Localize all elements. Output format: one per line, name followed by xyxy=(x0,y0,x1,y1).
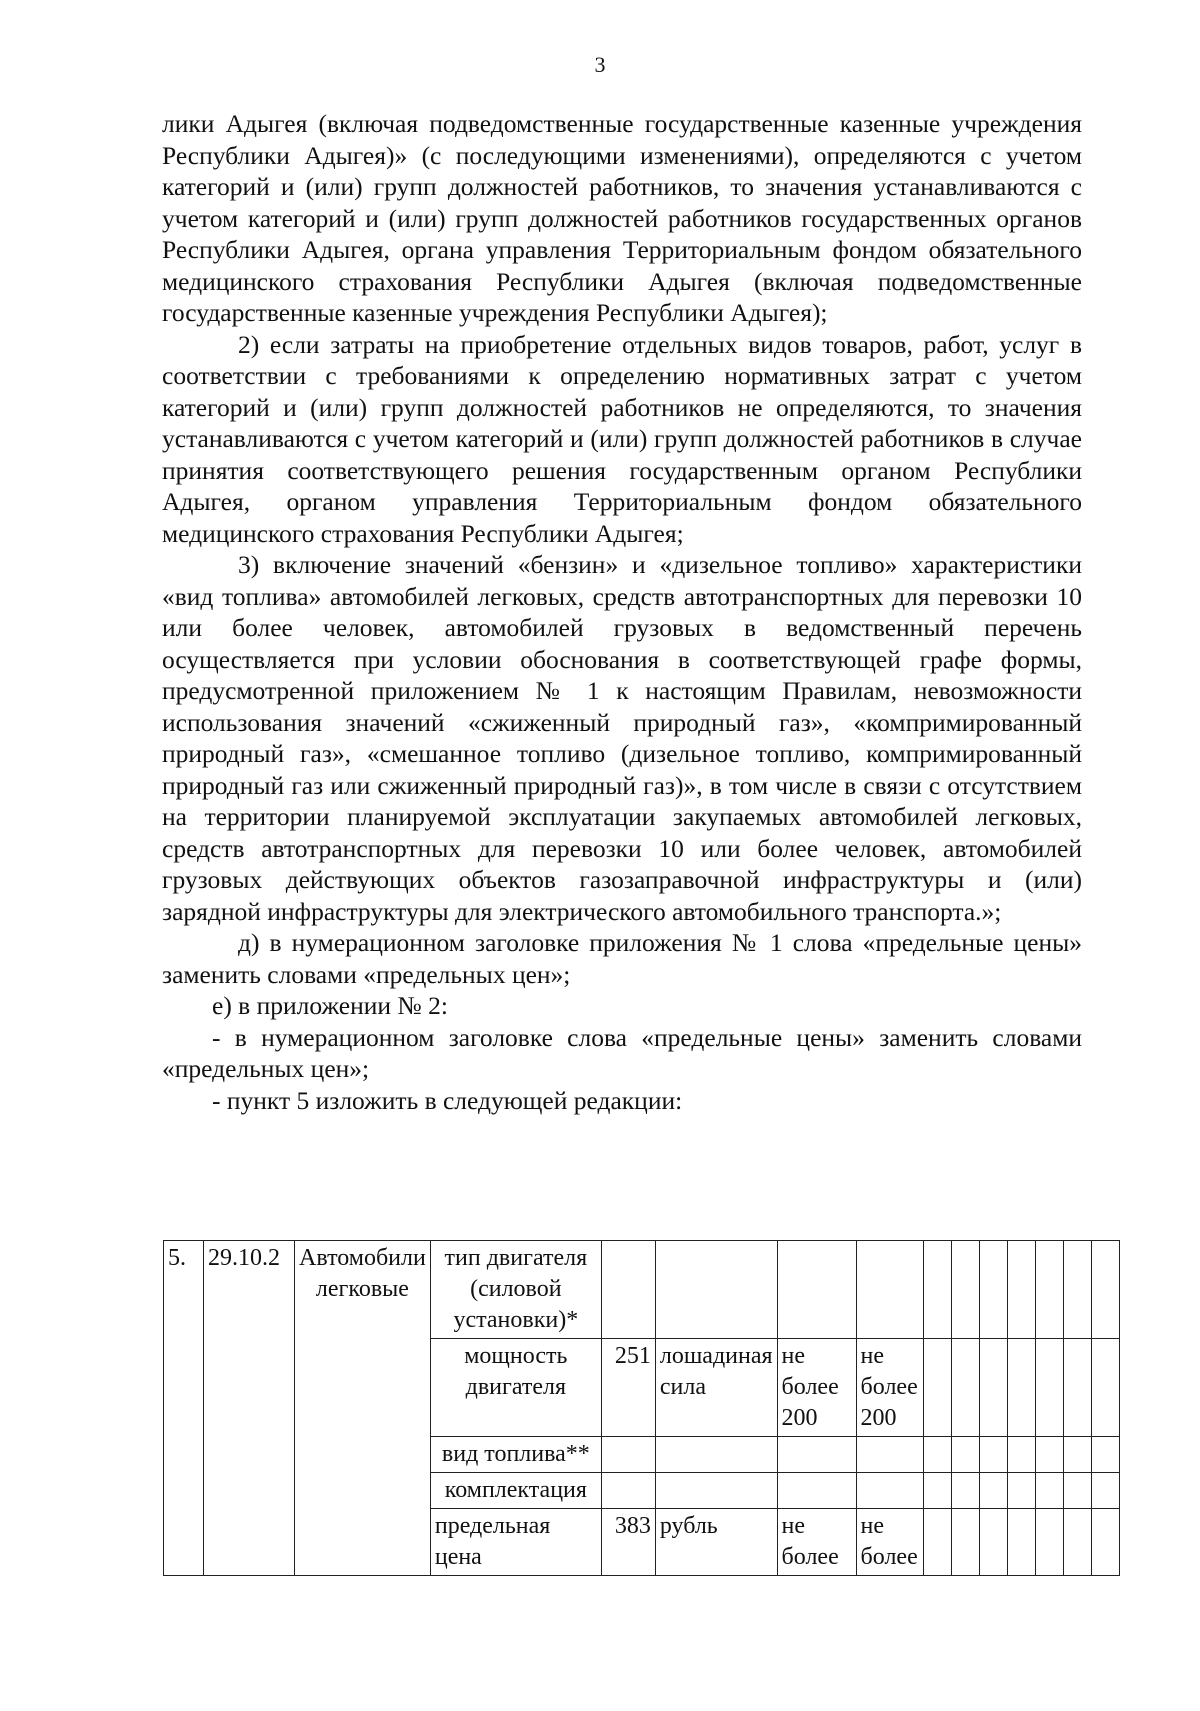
paragraph-item-3: 3) включение значений «бензин» и «дизельное топливо» характеристики «вид топлива» автомобилей легковых, средств автотранспортных для перевозки 10 или более человек, автомобилей грузовых в ведомственный перечень осуществляется при условии обоснования в соответствующей графе формы, предусмотренной приложением № 1 к настоящим Правилам, невозможности использования значений «сжиженный природный газ», «компримированный природный газ», «смешанное топливо (дизельное топливо, компримированный природный газ или сжиженный природный газ)», в том числе в связи с отсутствием на территории планируемой эксплуатации закупаемых автомобилей легковых, средств автотранспортных для перевозки 10 или более человек, автомобилей грузовых действующих объектов газозаправочной инфраструктуры и (или) зарядной инфраструктуры для электрического автомобильного транспорта.»; xyxy=(162,550,1082,926)
page-number: 3 xyxy=(594,52,606,77)
paragraph-item-e: е) в приложении № 2: xyxy=(212,991,448,1020)
cell-unit-code xyxy=(601,1437,655,1473)
cell-value-2: не более 200 xyxy=(856,1339,923,1437)
paragraph-continuation: лики Адыгея (включая подведомственные государственные казенные учреждения Республики Адыгея)» (с последующими изменениями), определяются с учетом категорий и (или) групп должностей работников, то значения устанавливаются с учетом категорий и (или) групп должностей работников государственных органов Республики Адыгея, органа управления Территориальным фондом обязательного медицинского страхования Республики Адыгея (включая подведомственные государственные казенные учреждения Республики Адыгея); xyxy=(162,109,1082,327)
cell-unit-code xyxy=(601,1241,655,1339)
cell-value-2: не более xyxy=(856,1509,923,1576)
cell-characteristic: тип двигателя (силовой установки)* xyxy=(430,1241,601,1339)
cell-number: 5. xyxy=(164,1241,204,1576)
cell-unit-code: 383 xyxy=(601,1509,655,1576)
cell-unit-code: 251 xyxy=(601,1339,655,1437)
cell-value-1 xyxy=(777,1241,856,1339)
cell-value-1: не более 200 xyxy=(777,1339,856,1437)
cell-product-name: Автомобили легковые xyxy=(295,1241,431,1576)
paragraph-item-2: 2) если затраты на приобретение отдельных видов товаров, работ, услуг в соответствии с требованиями к определению нормативных затрат с учетом категорий и (или) групп должностей работников не определяются, то значения устанавливаются с учетом категорий и (или) групп должностей работников в случае принятия соответствующего решения государственным органом Республики Адыгея, органом управления Территориальным фондом обязательного медицинского страхования Республики Адыгея; xyxy=(162,329,1082,548)
cell-characteristic: мощность двигателя xyxy=(430,1339,601,1437)
cell-value-1 xyxy=(777,1437,856,1473)
cell-value-1 xyxy=(777,1473,856,1509)
cell-characteristic: предельная цена xyxy=(430,1509,601,1576)
paragraph-dash-2: - пункт 5 изложить в следующей редакции: xyxy=(212,1085,683,1115)
cell-value-1: не более xyxy=(777,1509,856,1576)
cell-unit-name xyxy=(655,1437,777,1473)
cell-unit-name: лошадиная сила xyxy=(655,1339,777,1437)
products-table xyxy=(163,1240,1120,1576)
document-body xyxy=(162,108,1082,1116)
cell-characteristic: комплектация xyxy=(430,1473,601,1509)
cell-code: 29.10.2 xyxy=(204,1241,295,1576)
cell-unit-name: рубль xyxy=(655,1509,777,1576)
cell-unit-code xyxy=(601,1473,655,1509)
paragraph-dash-1: - в нумерационном заголовке слова «предельные цены» заменить словами «предельных цен»; xyxy=(162,1022,1082,1083)
cell-unit-name xyxy=(655,1241,777,1339)
table-row xyxy=(164,1241,1120,1339)
cell-value-2 xyxy=(856,1473,923,1509)
cell-value-2 xyxy=(856,1241,923,1339)
cell-characteristic: вид топлива** xyxy=(430,1437,601,1473)
cell-unit-name xyxy=(655,1473,777,1509)
paragraph-item-d: д) в нумерационном заголовке приложения № 1 слова «предельные цены» заменить словами «предельных цен»; xyxy=(162,928,1082,989)
cell-value-2 xyxy=(856,1437,923,1473)
